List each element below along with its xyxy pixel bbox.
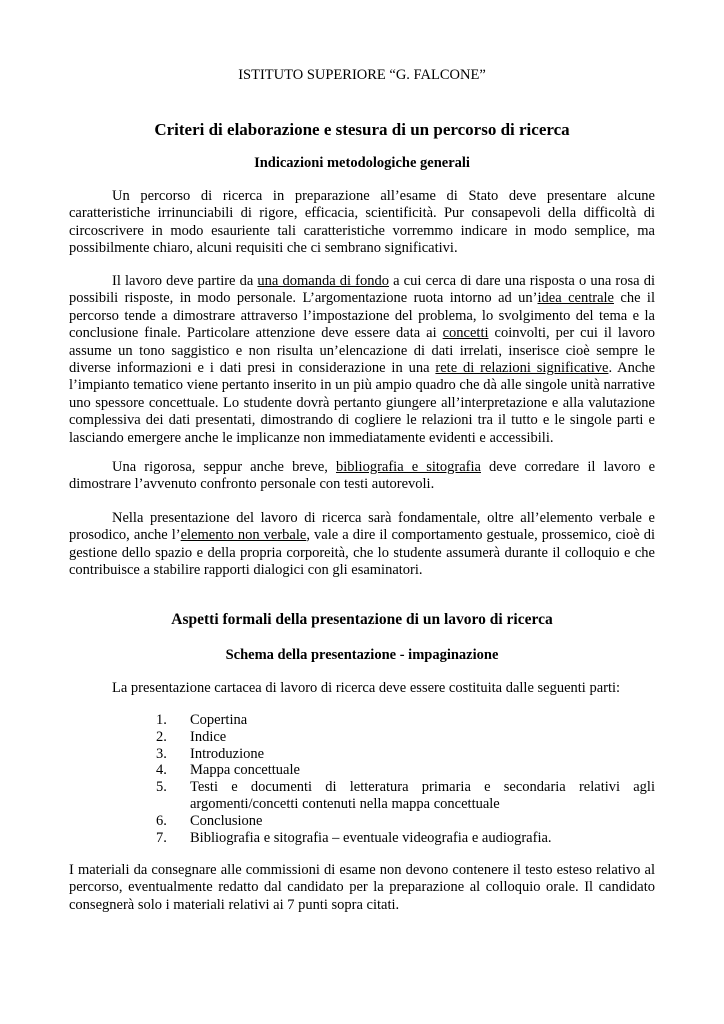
paragraph-2	[69, 273, 655, 447]
section-2-intro: La presentazione cartacea di lavoro di ricerca deve essere costituita dalle seguenti parti:	[112, 680, 621, 696]
list-item: 1. Copertina	[156, 712, 248, 728]
underlined-rete-di-relazioni: rete di relazioni significative	[435, 360, 609, 377]
paragraph-3	[69, 459, 655, 494]
paragraph-1: Un percorso di ricerca in preparazione all’esame di Stato deve presentare alcune caratteristiche irrinunciabili di rigore, efficacia, scientificità. Pur consapevoli della difficoltà di circoscrivere in modo esauriente tali caratteristiche vorremmo indicare in modo semplice, ma possibilmente chiaro, alcuni requisiti che ci sembrano significativi.	[69, 188, 655, 257]
section-subtitle: Indicazioni metodologiche generali	[254, 155, 470, 171]
underlined-elemento-non-verbale: elemento non verbale	[180, 527, 307, 544]
list-item: 2. Indice	[156, 728, 227, 745]
underlined-concetti: concetti	[442, 325, 489, 342]
paragraph-2-text-b: a cui cerca di dare una risposta o una rosa di possibili risposte, in modo personale. L’argomentazione ruota intorno ad un’	[69, 273, 655, 307]
document-title: Criteri di elaborazione e stesura di un percorso di ricerca	[154, 120, 570, 139]
paragraph-3-text-b: deve corredare il lavoro e dimostrare l’avvenuto confronto personale con testi autorevoli.	[69, 459, 656, 493]
paragraph-4-text-a: Nella presentazione del lavoro di ricerca sarà fondamentale, oltre all’elemento verbale e prosodico, anche l’	[69, 510, 655, 544]
list-item: 3. Introduzione	[156, 745, 265, 762]
paragraph-4	[69, 510, 655, 580]
paragraph-2-text-c: che il percorso tende a dimostrare attraverso l’impostazione del problema, lo svolgimento del tema e la conclusione finale. Particolare attenzione deve essere data ai	[69, 290, 655, 342]
paragraph-4-text-b: , vale a dire il comportamento gestuale, prossemico, cioè di gestione dello spazio e della propria corporeità, che lo studente assumerà durante il colloquio e che contribuisce a stabilire rapporti dialogici con gli esaminatori.	[69, 527, 655, 579]
paragraph-2-text-e: . Anche l’impianto tematico viene pertanto inserito in un più ampio quadro che dà alle singole unità narrative uno spessore concettuale. Lo studente dovrà pertanto giungere all’interpretazione e alla valutazione complessiva dei dati presentati, dimostrando di cogliere le relazioni tra il tutto e le singole parti e lasciando emergere anche le implicanze non immediatamente evidenti e accessibili.	[69, 360, 656, 446]
paragraph-2-text-a: Il lavoro deve partire da	[112, 273, 258, 289]
underlined-domanda-di-fondo: una domanda di fondo	[257, 273, 389, 289]
list-item: 5. Testi e documenti di letteratura primaria e secondaria relativi agli argomenti/concetti contenuti nella mappa concettuale	[156, 779, 655, 812]
list-item: 7. Bibliografia e sitografia – eventuale videografia e audiografia.	[156, 829, 552, 846]
parts-list	[156, 712, 655, 846]
list-item: 6. Conclusione	[156, 812, 263, 829]
section-2-heading: Aspetti formali della presentazione di un lavoro di ricerca	[171, 611, 553, 628]
underlined-bibliografia: bibliografia e sitografia	[335, 459, 481, 475]
paragraph-2-text-d: coinvolti, per cui il lavoro assume un tono saggistico e non risulta un’elencazione di dati irrelati, inserisce cioè sempre le diverse informazioni e i dati presi in considerazione in una	[69, 325, 655, 377]
underlined-idea-centrale: idea centrale	[537, 290, 614, 307]
section-2-subheading: Schema della presentazione - impaginazione	[225, 647, 499, 663]
list-item: 4. Mappa concettuale	[156, 762, 300, 779]
institute-header: ISTITUTO SUPERIORE “G. FALCONE”	[238, 67, 486, 83]
closing-paragraph: I materiali da consegnare alle commissioni di esame non devono contenere il testo esteso relativo al percorso, eventualmente redatto dal candidato per la preparazione al colloquio orale. Il candidato consegnerà solo i materiali relativi ai 7 punti sopra citati.	[69, 862, 655, 913]
paragraph-3-text-a: Una rigorosa, seppur anche breve,	[112, 459, 336, 475]
